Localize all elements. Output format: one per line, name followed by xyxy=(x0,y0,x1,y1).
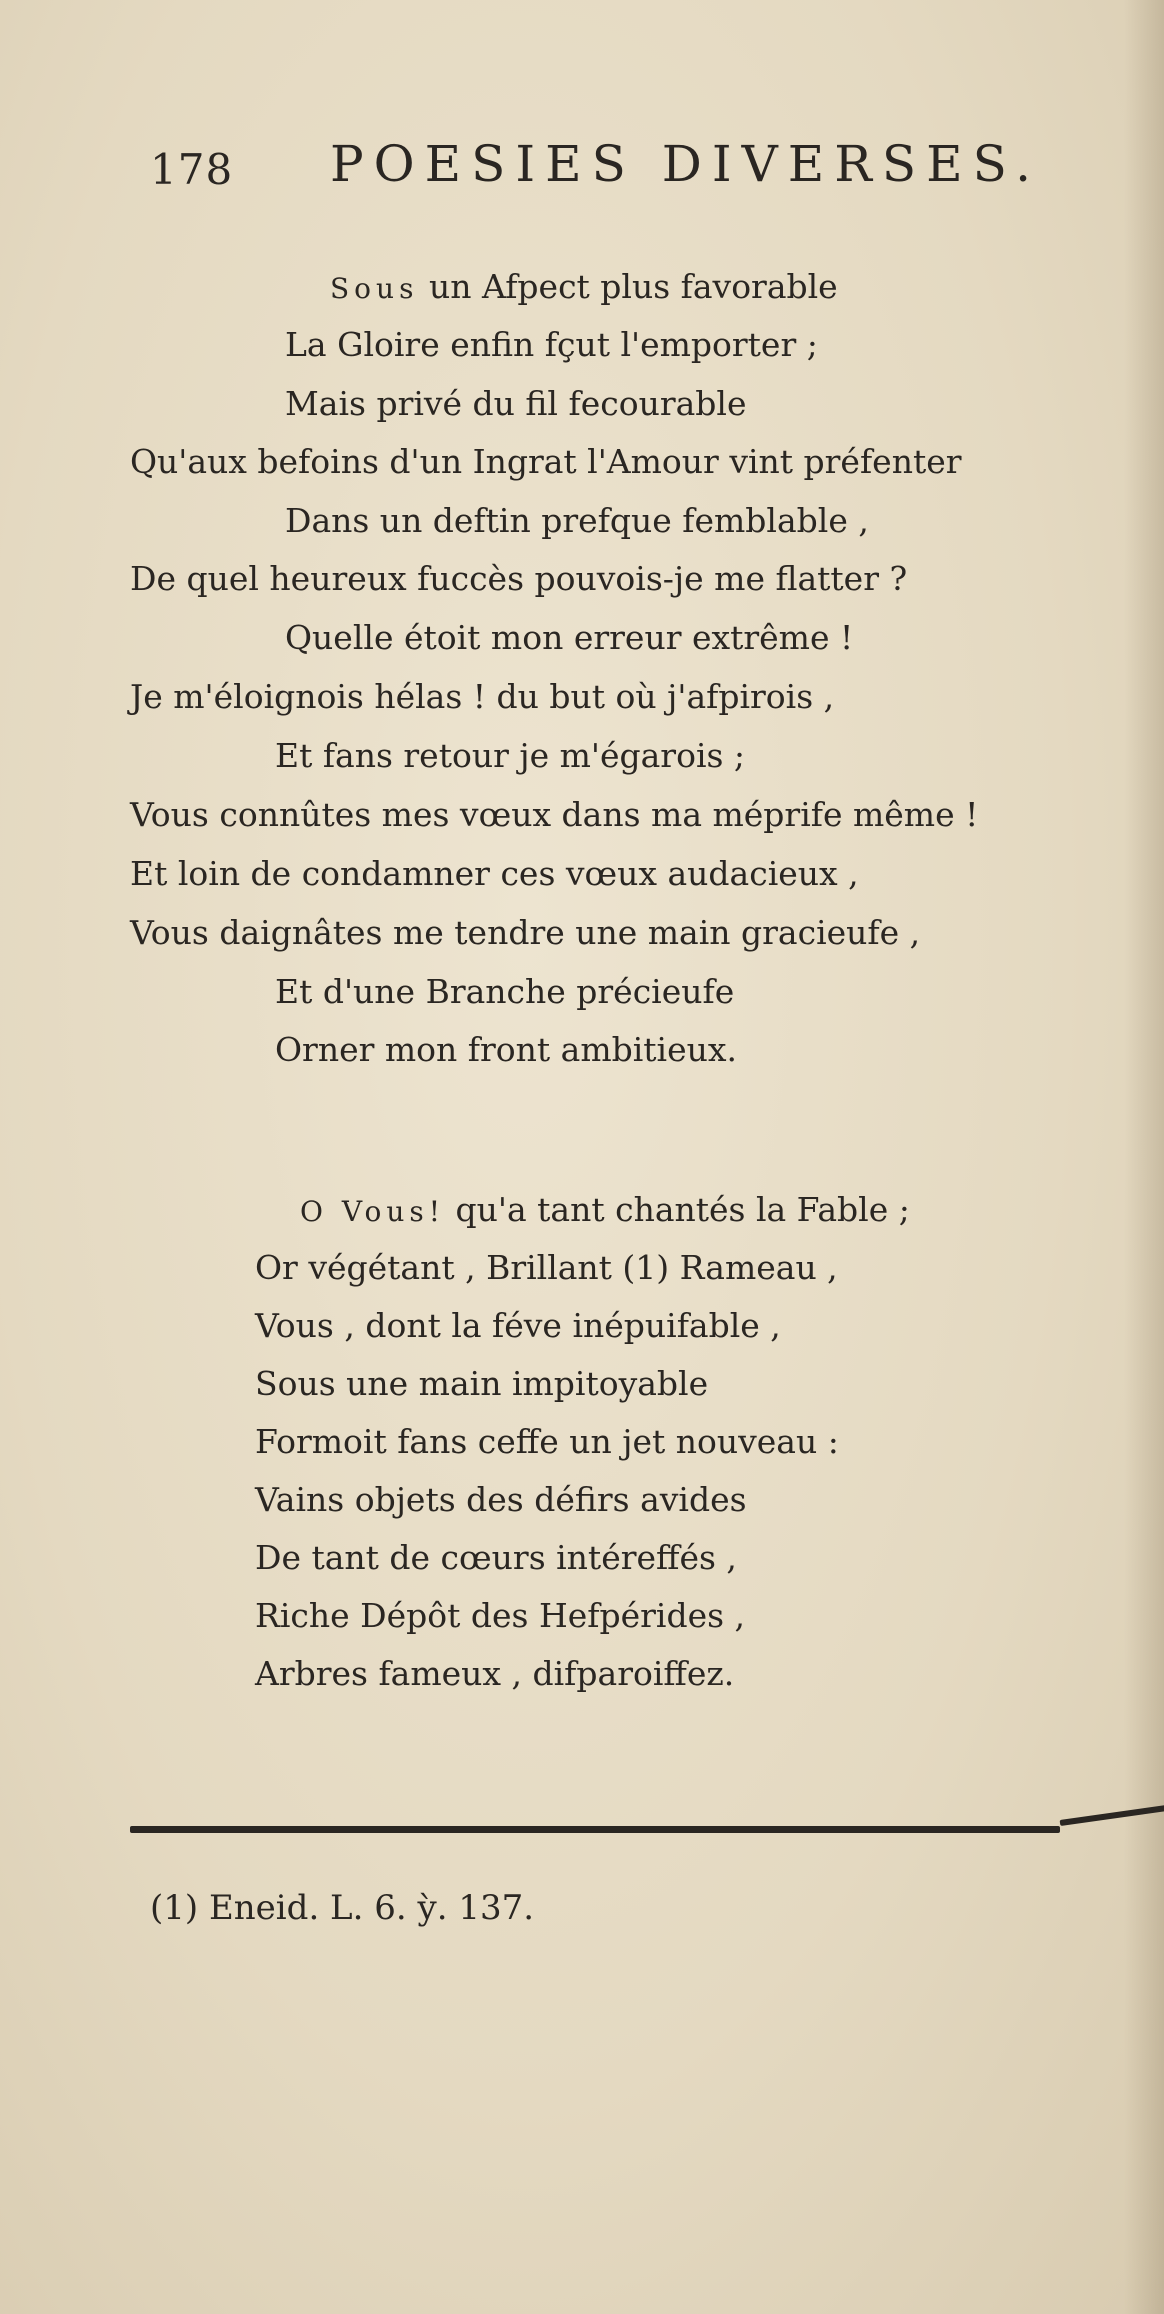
verse-line: La Gloire enfin fçut l'emporter ; xyxy=(285,325,818,364)
page-number: 178 xyxy=(150,145,234,194)
verse-line: Vains objets des défirs avides xyxy=(255,1480,747,1519)
verse-line: Arbres fameux , difparoiffez. xyxy=(255,1654,735,1693)
verse-line: Dans un deftin prefque femblable , xyxy=(285,501,869,540)
verse-line: Sous une main impitoyable xyxy=(255,1364,709,1403)
footnote: (1) Eneid. L. 6. ỳ. 137. xyxy=(150,1888,535,1928)
verse-line: De quel heureux fuccès pouvois-je me flatter ? xyxy=(130,559,908,598)
verse-line: Riche Dépôt des Hefpérides , xyxy=(255,1596,746,1635)
verse-line: O Vous! qu'a tant chantés la Fable ; xyxy=(300,1190,910,1229)
verse-first-word: O Vous! xyxy=(300,1195,446,1228)
verse-line: Sous un Afpect plus favorable xyxy=(330,267,838,306)
verse-line: Orner mon front ambitieux. xyxy=(275,1030,737,1069)
verse-line: Vous daignâtes me tendre une main gracieufe , xyxy=(130,913,921,952)
page-edge-shadow xyxy=(1124,0,1164,2314)
verse-line: Or végétant , Brillant (1) Rameau , xyxy=(255,1248,838,1287)
verse-line: Formoit fans ceffe un jet nouveau : xyxy=(255,1422,839,1461)
verse-line: Vous connûtes mes vœux dans ma méprife même ! xyxy=(130,795,979,834)
verse-line: Et loin de condamner ces vœux audacieux , xyxy=(130,854,859,893)
page-header xyxy=(150,135,1050,195)
verse-line: Et d'une Branche précieufe xyxy=(275,972,735,1011)
verse-line: Et fans retour je m'égarois ; xyxy=(275,736,746,775)
verse-line: De tant de cœurs intéreffés , xyxy=(255,1538,737,1577)
verse-first-word: Sous xyxy=(330,272,419,305)
verse-line: Mais privé du fil fecourable xyxy=(285,384,747,423)
verse-line: Qu'aux befoins d'un Ingrat l'Amour vint préfenter xyxy=(130,442,962,481)
verse-line: Vous , dont la féve inépuifable , xyxy=(255,1306,781,1345)
verse-line: Quelle étoit mon erreur extrême ! xyxy=(285,618,854,657)
verse-line: Je m'éloignois hélas ! du but où j'afpirois , xyxy=(130,677,835,716)
running-title: POESIES DIVERSES. xyxy=(330,135,1041,193)
footnote-rule xyxy=(130,1826,1060,1833)
